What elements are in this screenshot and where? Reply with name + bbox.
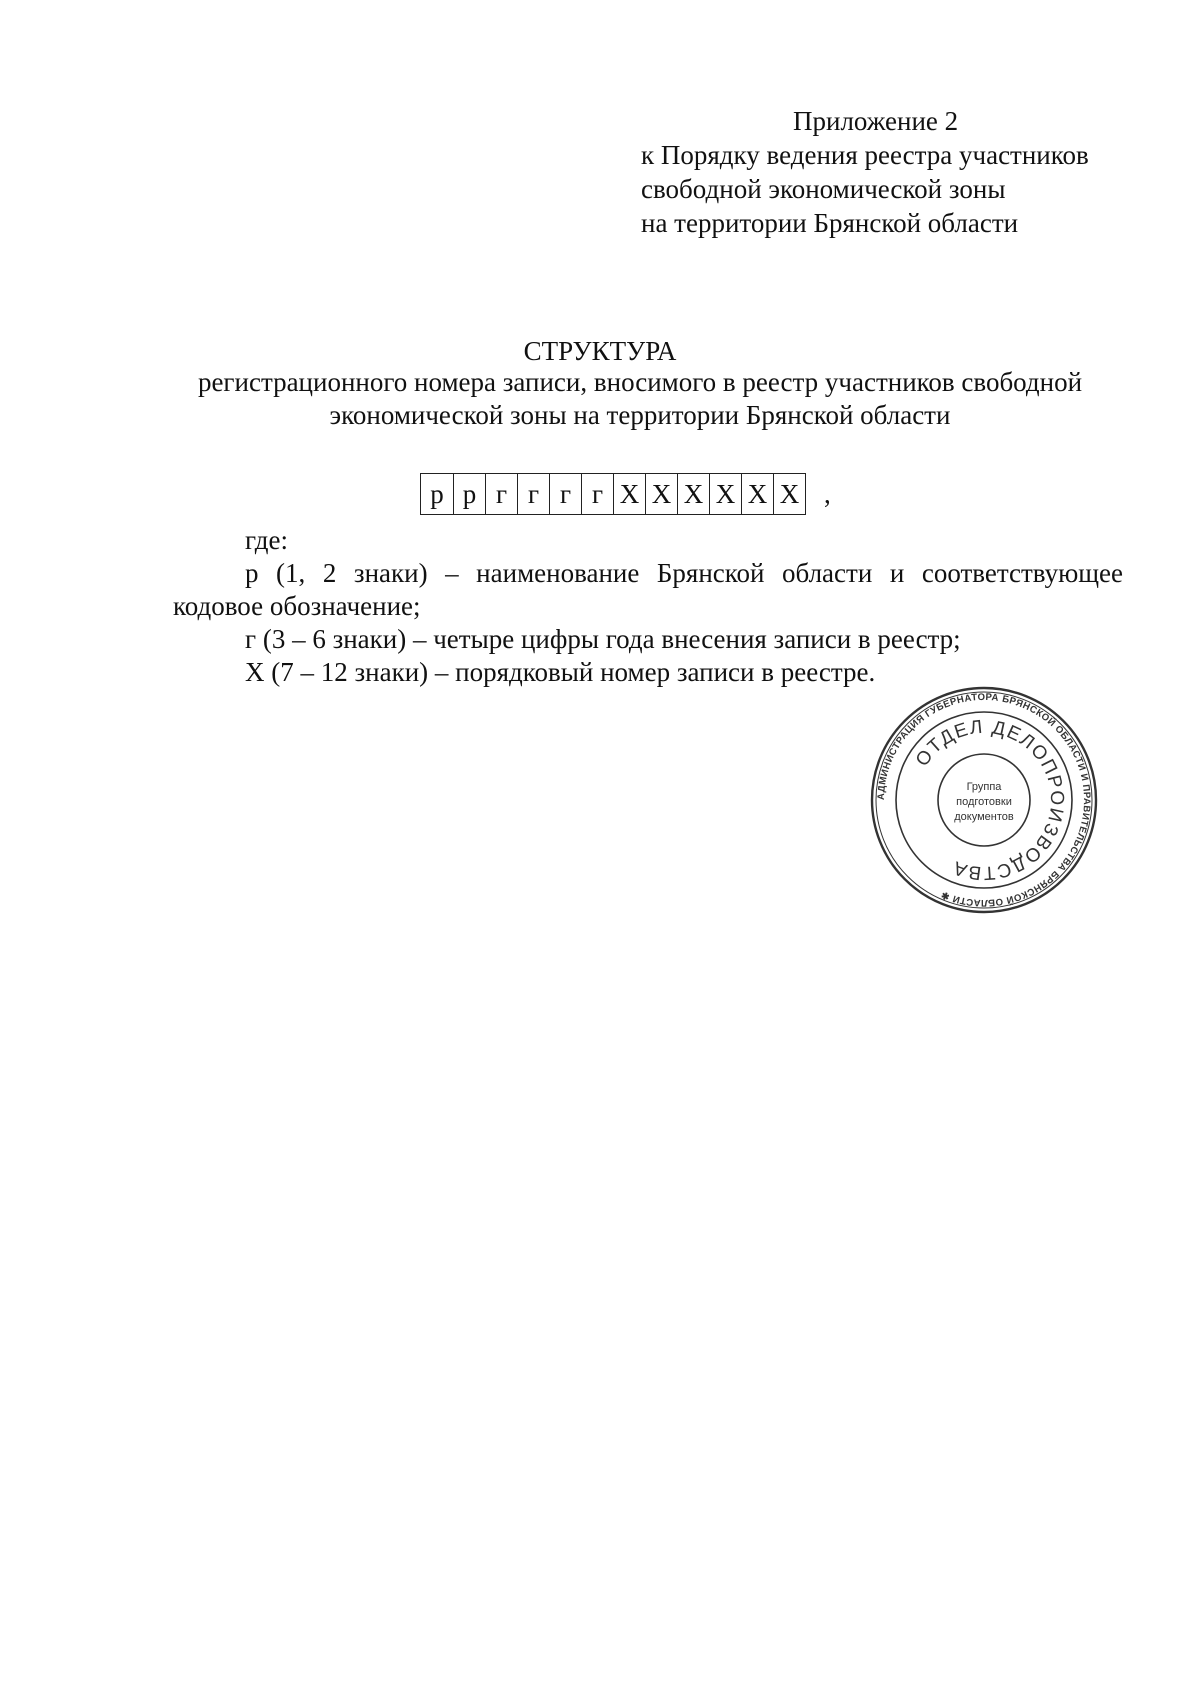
annex-line: к Порядку ведения реестра участников <box>641 140 1089 170</box>
stamp-outer-textpath: АДМИНИСТРАЦИЯ ГУБЕРНАТОРА БРЯНСКОЙ ОБЛАСТИ И ПРАВИТЕЛЬСТВА БРЯНСКОЙ ОБЛАСТИ ✱ <box>875 691 1093 909</box>
annex-block <box>641 104 1161 240</box>
code-cells <box>420 473 806 515</box>
code-cell: Х <box>741 474 773 514</box>
legend-text <box>173 524 1123 689</box>
stamp-center-line: документов <box>954 811 1014 823</box>
code-cell: Х <box>709 474 741 514</box>
code-suffix: , <box>824 478 831 509</box>
legend-item-sequence: Х (7 – 12 знаки) – порядковый номер записи в реестре. <box>245 657 876 687</box>
legend-intro: где: <box>245 525 288 555</box>
code-cell: г <box>549 474 581 514</box>
subtitle-line: регистрационного номера записи, вносимого в реестр участников свободной <box>197 367 1083 397</box>
legend-item-year: г (3 – 6 знаки) – четыре цифры года внесения записи в реестр; <box>245 624 961 654</box>
annex-title: Приложение 2 <box>793 106 959 136</box>
stamp-ring-textpath: ОТДЕЛ ДЕЛОПРОИЗВОДСТВА <box>911 716 1068 884</box>
stamp-center-line: Группа <box>966 781 1002 793</box>
code-cell: Х <box>613 474 645 514</box>
code-cell: Х <box>773 474 805 514</box>
code-cell: г <box>581 474 613 514</box>
code-cell: р <box>430 478 444 509</box>
document-title: СТРУКТУРА <box>523 336 677 366</box>
code-cell: Х <box>677 474 709 514</box>
legend-item-region-cont: кодовое обозначение; <box>173 591 421 621</box>
code-cell: г <box>485 474 517 514</box>
document-subtitle <box>160 366 1120 432</box>
subtitle-line: экономической зоны на территории Брянской области <box>329 400 951 430</box>
code-cell: Х <box>645 474 677 514</box>
legend-item-region: р (1, 2 знаки) – наименование Брянской области и соответствующее <box>245 558 1123 588</box>
stamp-center-line: подготовки <box>956 796 1012 808</box>
official-stamp <box>868 684 1100 916</box>
registration-number-structure <box>420 473 831 515</box>
code-cell: г <box>517 474 549 514</box>
annex-line: свободной экономической зоны <box>641 174 1006 204</box>
annex-line: на территории Брянской области <box>641 208 1019 238</box>
code-cell: р <box>453 474 485 514</box>
